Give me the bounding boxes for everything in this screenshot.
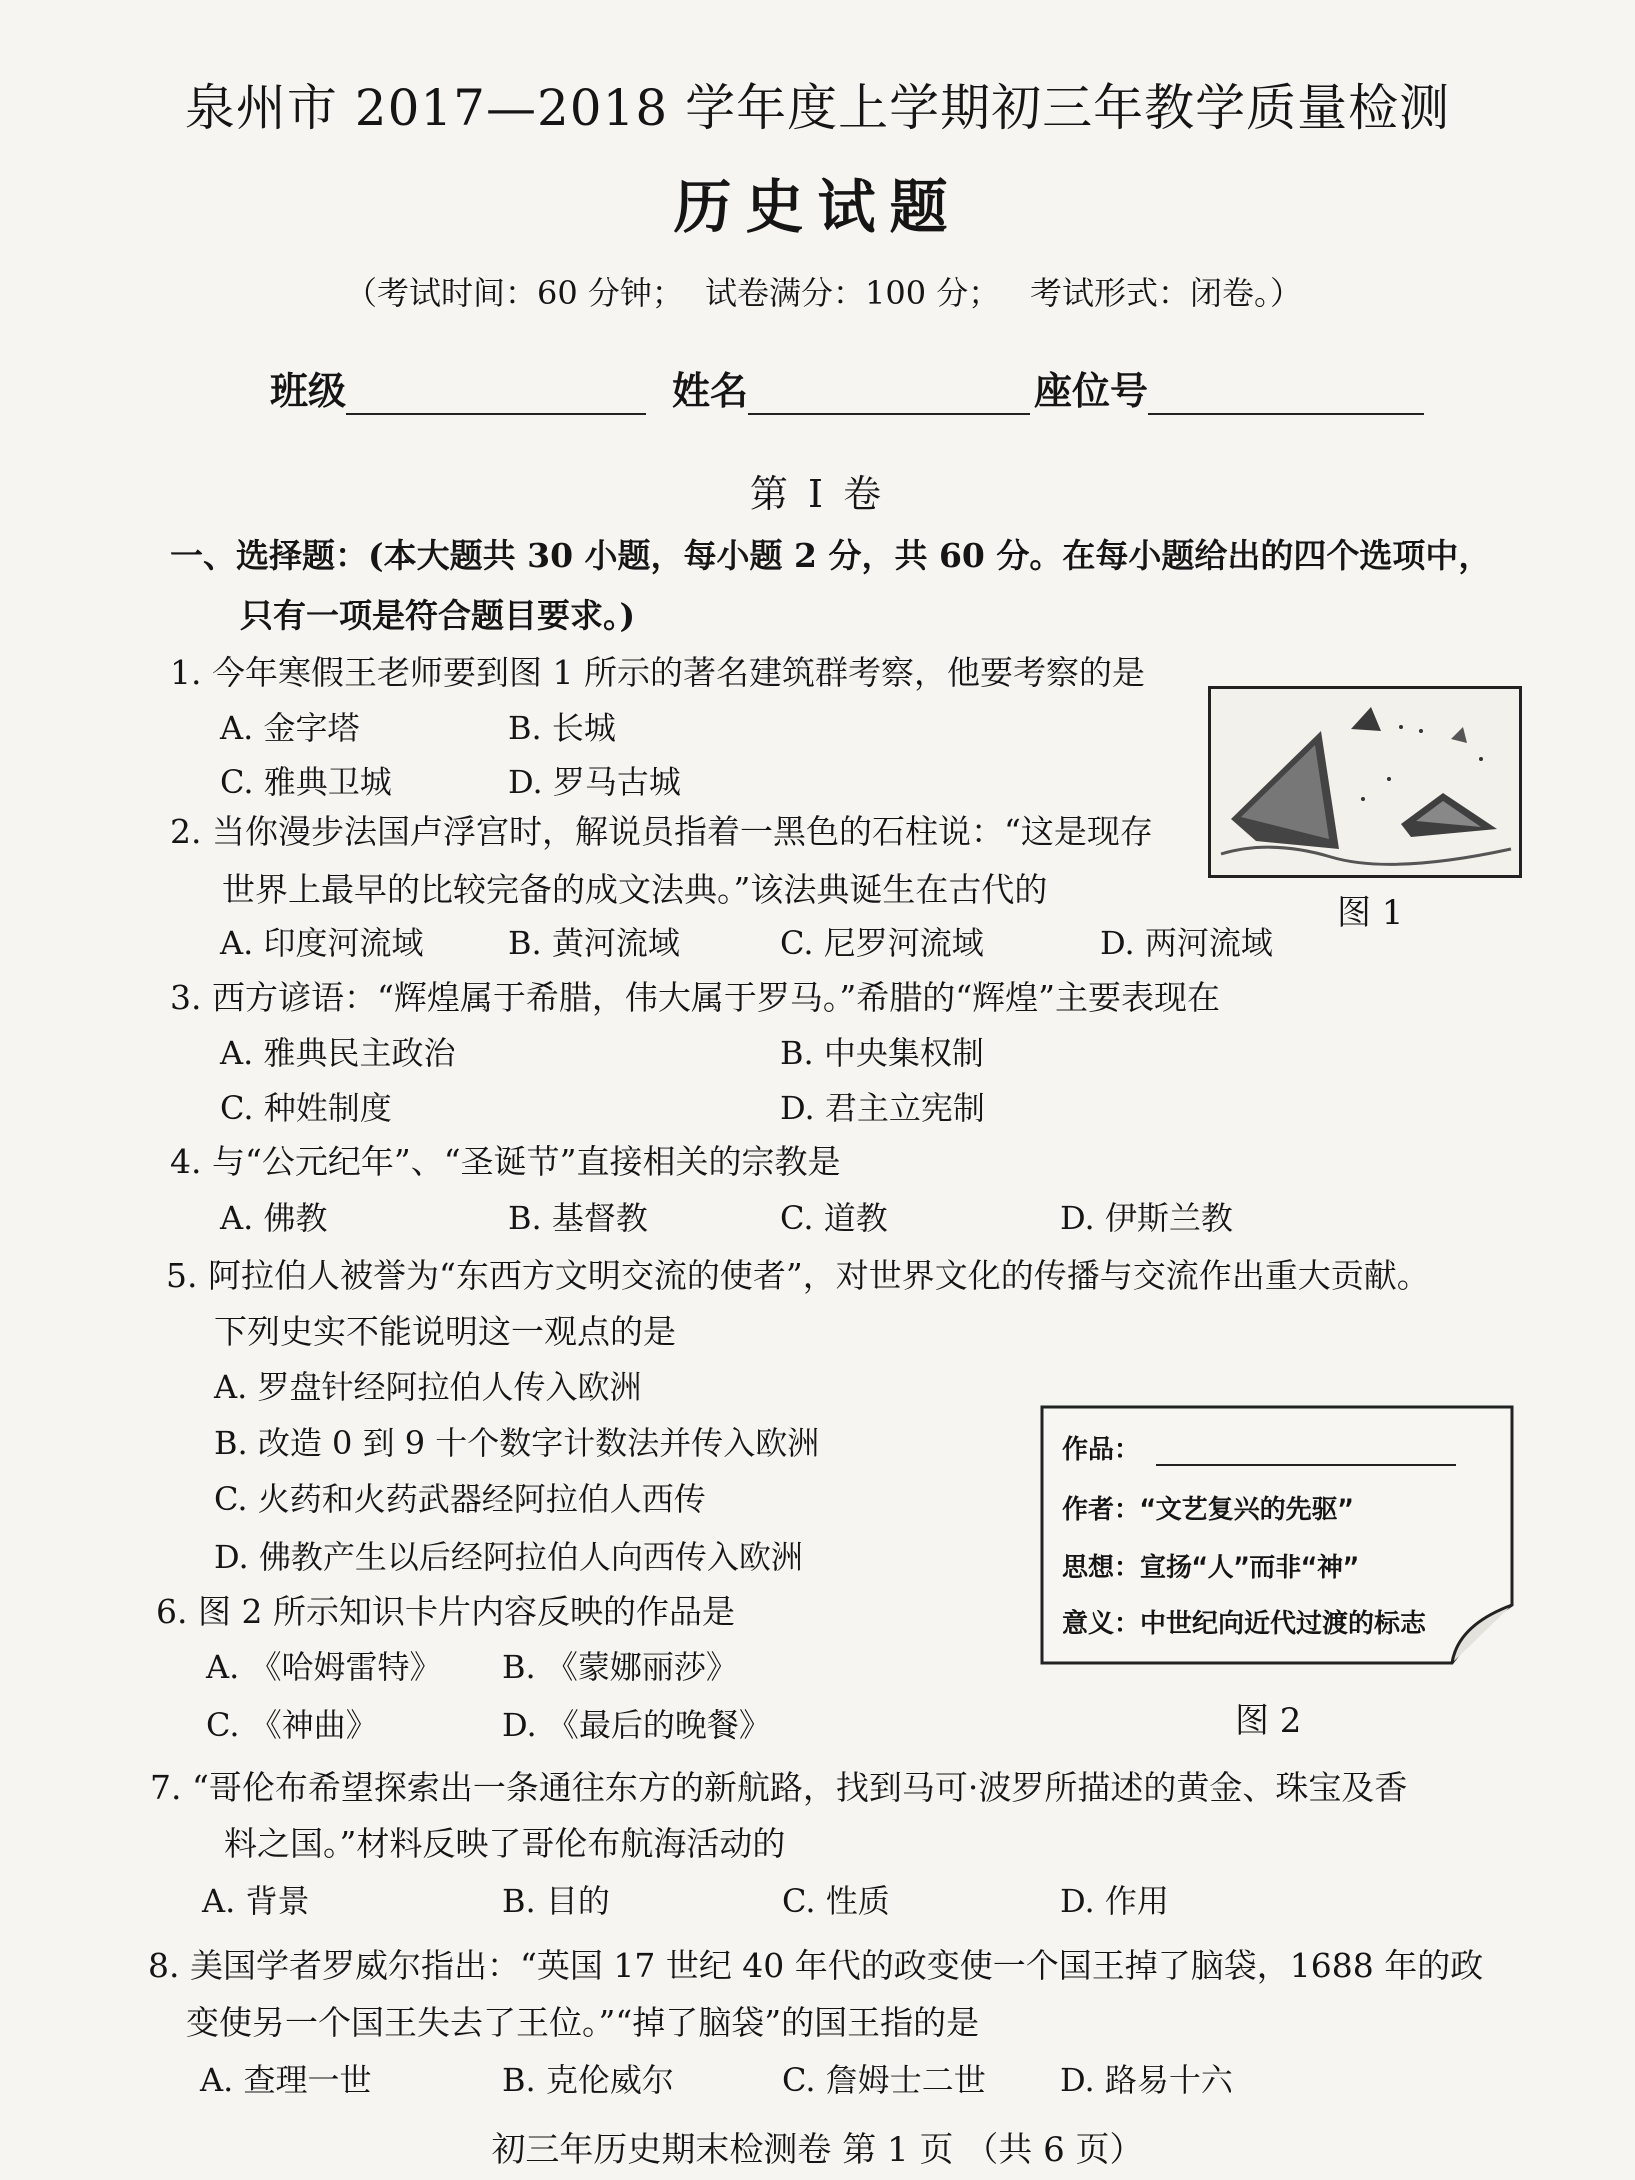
figure-1-pyramids [1208,686,1522,878]
card-line-work: 作品： [1062,1429,1456,1466]
question-stem: 料之国。”材料反映了哥伦布航海活动的 [224,1824,786,1863]
question-option: C. 雅典卫城 [220,763,392,801]
volume-heading: 第 I 卷 [749,472,886,516]
question-stem: 1. 今年寒假王老师要到图 1 所示的著名建筑群考察，他要考察的是 [170,653,1145,692]
seat-field [1034,360,1424,415]
question-option: C. 《神曲》 [206,1706,378,1744]
name-field [672,360,1030,415]
question-stem: 变使另一个国王失去了王位。”“掉了脑袋”的国王指的是 [186,2003,980,2042]
class-field [270,360,646,415]
exam-subtitle: 历史试题 [673,173,962,241]
exam-form: 考试形式：闭卷。） [1030,274,1303,312]
pyramids-icon [1211,689,1519,875]
question-option: D. 作用 [1060,1882,1169,1920]
name-blank [748,377,1030,415]
question-option: C. 性质 [782,1882,890,1920]
exam-title: 泉州市 2017—2018 学年度上学期初三年教学质量检测 [184,79,1451,137]
exam-full-score: 试卷满分：100 分； [705,274,1001,312]
question-option: B. 黄河流域 [508,924,680,962]
card-line-meaning: 意义：中世纪向近代过渡的标志 [1062,1609,1427,1639]
question-option: A. 背景 [202,1882,310,1920]
question-option: C. 种姓制度 [220,1089,392,1127]
card-line-thought: 思想：宣扬“人”而非“神” [1062,1553,1359,1583]
name-label: 姓名 [672,369,749,413]
seat-blank [1148,377,1424,415]
question-option: B. 基督教 [508,1199,648,1237]
question-option: D. 佛教产生以后经阿拉伯人向西传入欧洲 [214,1538,803,1576]
question-stem: 3. 西方谚语：“辉煌属于希腊，伟大属于罗马。”希腊的“辉煌”主要表现在 [170,978,1220,1017]
question-option: A. 《哈姆雷特》 [206,1648,442,1686]
question-option: B. 改造 0 到 9 十个数字计数法并传入欧洲 [214,1424,820,1462]
question-option: D. 罗马古城 [508,763,681,801]
question-option: A. 金字塔 [220,709,360,747]
question-option: D. 《最后的晚餐》 [502,1706,771,1744]
question-option: D. 君主立宪制 [780,1089,985,1127]
question-option: B. 长城 [508,709,616,747]
question-option: B. 克伦威尔 [502,2061,674,2099]
question-stem: 6. 图 2 所示知识卡片内容反映的作品是 [156,1592,735,1631]
question-option: D. 两河流域 [1100,924,1273,962]
question-option: A. 罗盘针经阿拉伯人传入欧洲 [214,1368,642,1406]
question-stem: 8. 美国学者罗威尔指出：“英国 17 世纪 40 年代的政变使一个国王掉了脑袋，1688 年的政 [148,1946,1484,1985]
question-option: A. 佛教 [220,1199,328,1237]
question-option: C. 道教 [780,1199,888,1237]
question-option: B. 《蒙娜丽莎》 [502,1648,738,1686]
question-stem: 世界上最早的比较完备的成文法典。”该法典诞生在古代的 [222,870,1048,909]
question-option: C. 火药和火药武器经阿拉伯人西传 [214,1480,706,1518]
question-option: B. 目的 [502,1882,610,1920]
figure-2-knowledge-card [1040,1405,1514,1667]
figure-2-caption: 图 2 [1235,1701,1302,1741]
section-instruction-line2: 只有一项是符合题目要求。) [240,596,636,635]
question-stem: 2. 当你漫步法国卢浮宫时，解说员指着一黑色的石柱说：“这是现存 [170,812,1153,851]
work-blank [1156,1438,1456,1466]
card-line-author: 作者：“文艺复兴的先驱” [1062,1495,1354,1525]
class-label: 班级 [270,369,347,413]
question-option: A. 查理一世 [200,2061,372,2099]
question-stem: 下列史实不能说明这一观点的是 [214,1312,676,1351]
class-blank [346,377,646,415]
question-stem: 7. “哥伦布希望探索出一条通往东方的新航路，找到马可·波罗所描述的黄金、珠宝及香 [150,1768,1408,1807]
question-option: C. 詹姆士二世 [782,2061,986,2099]
page-footer: 初三年历史期末检测卷 第 1 页 （共 6 页） [491,2130,1144,2170]
section-instruction-line1: 一、选择题：(本大题共 30 小题，每小题 2 分，共 60 分。在每小题给出的四个选项中， [170,536,1492,575]
seat-label: 座位号 [1034,369,1149,413]
question-option: A. 雅典民主政治 [220,1034,456,1072]
question-option: A. 印度河流域 [220,924,424,962]
exam-time: （考试时间：60 分钟； [345,274,684,312]
figure-1-caption: 图 1 [1337,893,1404,933]
question-option: D. 路易十六 [1060,2061,1233,2099]
question-stem: 4. 与“公元纪年”、“圣诞节”直接相关的宗教是 [170,1142,841,1181]
question-stem: 5. 阿拉伯人被誉为“东西方文明交流的使者”，对世界文化的传播与交流作出重大贡献。 [166,1256,1430,1295]
question-option: D. 伊斯兰教 [1060,1199,1233,1237]
question-option: B. 中央集权制 [780,1034,984,1072]
question-option: C. 尼罗河流域 [780,924,984,962]
